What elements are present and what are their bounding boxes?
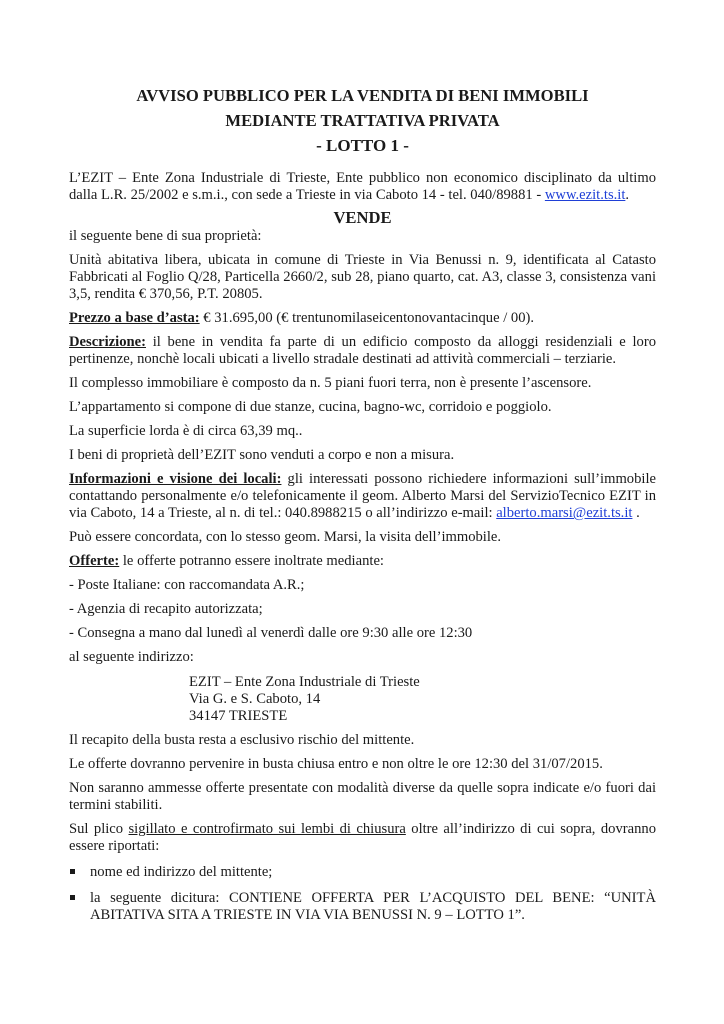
email-link[interactable]: alberto.marsi@ezit.ts.it: [496, 505, 633, 521]
appartamento-paragraph: L’appartamento si compone di due stanze, cucina, bagno-wc, corridoio e poggiolo.: [69, 399, 552, 415]
intro-text: L’EZIT – Ente Zona Industriale di Trieste, Ente pubblico non economico disciplinato da ultimo dalla L.R. 25/2002 e s.m.i., con sede a Trieste in via Caboto 14 - tel. 040/89881 -: [69, 170, 656, 203]
descrizione-text: il bene in vendita fa parte di un edificio composto da alloggi residenziali e loro pertinenze, nonchè locali ubicati a livello stradale destinati ad attività commerciali – terziarie.: [69, 334, 656, 367]
square-bullet-icon: [70, 895, 75, 900]
modalita-poste: - Poste Italiane: con raccomandata A.R.;: [69, 577, 305, 593]
intro-end: .: [625, 187, 630, 203]
unita-description: Unità abitativa libera, ubicata in comune di Trieste in Via Benussi n. 9, identificata al Catasto Fabbricati al Foglio Q/28, Particella 2660/2, sub 28, piano quarto, cat. A3, classe 3, consistenza vani 3,5, rendita € 370,56, P.T. 20805.: [69, 252, 656, 302]
plico-start: Sul plico: [69, 821, 129, 837]
informazioni-end: .: [632, 505, 640, 521]
plico-end: oltre all’indirizzo di cui sopra, dovranno essere riportati:: [69, 821, 656, 854]
website-link[interactable]: www.ezit.ts.it: [544, 187, 626, 203]
prezzo-text: € 31.695,00 (€ trentunomilaseicentonovantacinque / 00).: [199, 310, 534, 326]
prezzo-paragraph: [69, 310, 656, 327]
informazioni-paragraph: [69, 471, 656, 522]
informazioni-text: gli interessati possono richiedere informazioni sull’immobile contattando personalmente e/o telefonicamente il geom. Alberto Marsi del ServizioTecnico EZIT in via Caboto, 14 a Trieste, al n. di tel.: 040.8988215 o all’indirizzo e-mail:: [69, 471, 656, 521]
modalita-agenzia: - Agenzia di recapito autorizzata;: [69, 601, 263, 617]
list-item: [69, 890, 656, 924]
offerte-label: Offerte:: [69, 553, 120, 569]
ammesse-paragraph: Non saranno ammesse offerte presentate con modalità diverse da quelle sopra indicate e/o fuori dai termini stabiliti.: [69, 780, 656, 813]
plico-paragraph: [69, 821, 656, 855]
visita-paragraph: Può essere concordata, con lo stesso geom. Marsi, la visita dell’immobile.: [69, 529, 502, 545]
complesso-paragraph: Il complesso immobiliare è composto da n. 5 piani fuori terra, non è presente l’ascensore.: [69, 375, 592, 391]
list-item: [69, 864, 656, 881]
title-line-1: AVVISO PUBBLICO PER LA VENDITA DI BENI IMMOBILI: [136, 86, 589, 105]
address-line-2: Via G. e S. Caboto, 14: [189, 691, 321, 707]
plico-underlined: sigillato e controfirmato sui lembi di chiusura: [128, 821, 406, 837]
modalita-consegna: - Consegna a mano dal lunedì al venerdì dalle ore 9:30 alle ore 12:30: [69, 625, 473, 641]
title-lotto: - LOTTO 1 -: [316, 136, 409, 155]
offerte-paragraph: [69, 553, 656, 570]
address-line-1: EZIT – Ente Zona Industriale di Trieste: [189, 674, 420, 690]
square-bullet-icon: [70, 869, 75, 874]
corpo-paragraph: I beni di proprietà dell’EZIT sono venduti a corpo e non a misura.: [69, 447, 455, 463]
informazioni-label: Informazioni e visione dei locali:: [69, 471, 282, 487]
scadenza-paragraph: Le offerte dovranno pervenire in busta chiusa entro e non oltre le ore 12:30 del 31/07/2015.: [69, 756, 603, 772]
superficie-paragraph: La superficie lorda è di circa 63,39 mq..: [69, 423, 303, 439]
vende-heading: VENDE: [333, 208, 392, 227]
list-item-text: la seguente dicitura: CONTIENE OFFERTA PER L’ACQUISTO DEL BENE: “UNITÀ ABITATIVA SITA A TRIESTE IN VIA VIA BENUSSI N. 9 – LOTTO 1”.: [90, 890, 656, 923]
recapito-paragraph: Il recapito della busta resta a esclusivo rischio del mittente.: [69, 732, 415, 748]
address-block: [189, 674, 656, 725]
address-line-3: 34147 TRIESTE: [189, 708, 288, 724]
offerte-text: le offerte potranno essere inoltrate mediante:: [119, 553, 384, 569]
descrizione-paragraph: [69, 334, 656, 368]
descrizione-label: Descrizione:: [69, 334, 146, 350]
list-item-text: nome ed indirizzo del mittente;: [90, 864, 273, 880]
intro-paragraph: [69, 170, 656, 204]
bene-intro: il seguente bene di sua proprietà:: [69, 228, 262, 244]
requirements-list: [69, 864, 656, 924]
title-line-2: MEDIANTE TRATTATIVA PRIVATA: [225, 111, 500, 130]
prezzo-label: Prezzo a base d’asta:: [69, 310, 200, 326]
indirizzo-intro: al seguente indirizzo:: [69, 649, 194, 665]
